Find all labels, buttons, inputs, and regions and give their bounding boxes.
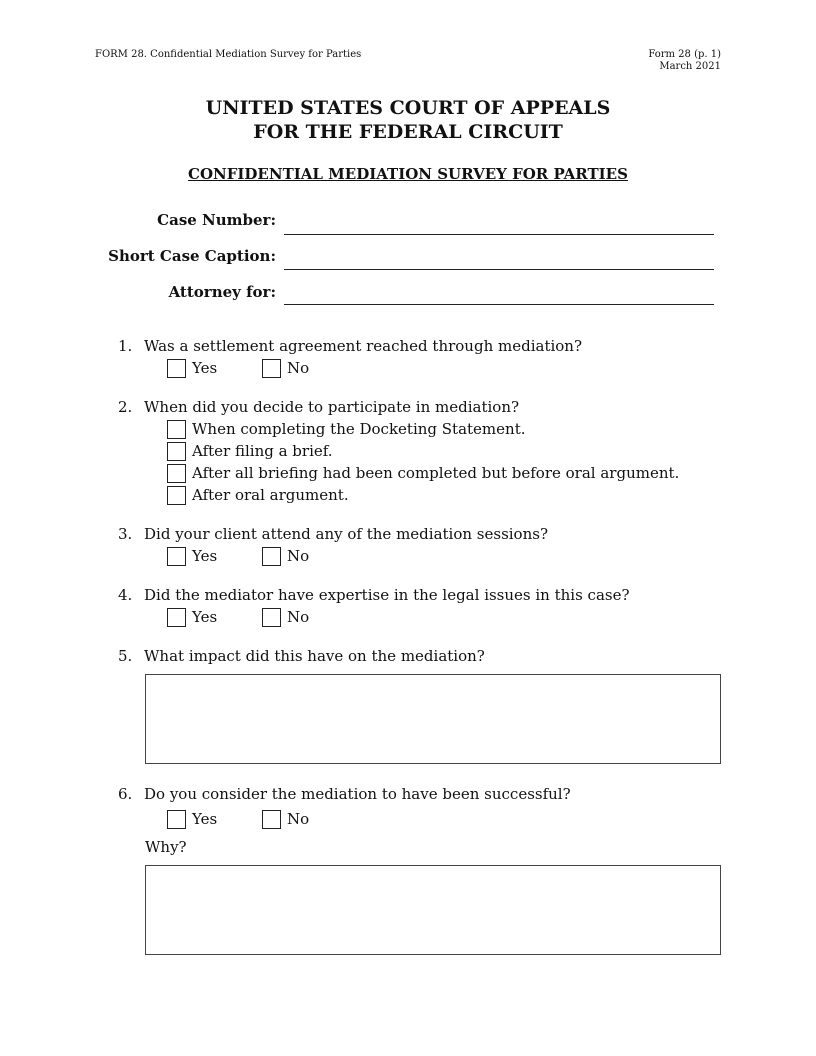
option-label: No <box>287 359 310 377</box>
question-number: 4. <box>118 586 133 604</box>
attorney-for-label: Attorney for: <box>168 283 276 301</box>
question-text: Did the mediator have expertise in the legal issues in this case? <box>144 586 630 604</box>
q2-option-before-oral-argument[interactable] <box>167 463 679 483</box>
survey-title: CONFIDENTIAL MEDIATION SURVEY FOR PARTIES <box>188 165 628 183</box>
q6-why-textarea[interactable] <box>145 865 721 955</box>
q3-yes-option[interactable] <box>167 546 217 566</box>
form-revision-date: March 2021 <box>659 61 721 72</box>
case-number-field[interactable] <box>284 234 714 235</box>
q2-option-brief[interactable] <box>167 441 333 461</box>
option-label: After all briefing had been completed but before oral argument. <box>192 464 680 482</box>
q2-docketing-checkbox[interactable] <box>167 420 186 439</box>
attorney-for-field[interactable] <box>284 304 714 305</box>
question-text: Was a settlement agreement reached through mediation? <box>144 337 583 355</box>
option-label: Yes <box>192 359 218 377</box>
option-label: After oral argument. <box>192 486 349 504</box>
form-page-number: Form 28 (p. 1) <box>648 49 721 60</box>
q4-no-checkbox[interactable] <box>262 608 281 627</box>
question-3 <box>118 524 548 544</box>
q6-yes-checkbox[interactable] <box>167 810 186 829</box>
question-number: 6. <box>118 785 133 803</box>
court-name-line-2: FOR THE FEDERAL CIRCUIT <box>253 121 563 143</box>
q2-brief-checkbox[interactable] <box>167 442 186 461</box>
court-name-line-1: UNITED STATES COURT OF APPEALS <box>205 97 611 119</box>
question-2 <box>118 397 519 417</box>
q3-yes-checkbox[interactable] <box>167 547 186 566</box>
short-case-caption-label: Short Case Caption: <box>108 247 276 265</box>
question-text: Do you consider the mediation to have been successful? <box>144 785 571 803</box>
q6-yes-option[interactable] <box>167 809 217 829</box>
case-number-label: Case Number: <box>157 211 276 229</box>
form-header-meta <box>648 49 721 73</box>
question-number: 3. <box>118 525 133 543</box>
q1-yes-option[interactable] <box>167 358 217 378</box>
question-4 <box>118 585 630 605</box>
option-label: No <box>287 810 310 828</box>
q5-impact-textarea[interactable] <box>145 674 721 764</box>
option-label: Yes <box>192 810 218 828</box>
q1-yes-checkbox[interactable] <box>167 359 186 378</box>
option-label: Yes <box>192 547 218 565</box>
option-label: No <box>287 608 310 626</box>
question-number: 1. <box>118 337 133 355</box>
question-6 <box>118 784 571 804</box>
option-label: No <box>287 547 310 565</box>
why-label: Why? <box>145 838 187 856</box>
q4-yes-option[interactable] <box>167 607 217 627</box>
q3-no-option[interactable] <box>262 546 309 566</box>
q2-after-oral-argument-checkbox[interactable] <box>167 486 186 505</box>
question-text: When did you decide to participate in mediation? <box>144 398 520 416</box>
question-text: Did your client attend any of the mediation sessions? <box>144 525 548 543</box>
short-case-caption-field[interactable] <box>284 269 714 270</box>
q1-no-option[interactable] <box>262 358 309 378</box>
q6-no-checkbox[interactable] <box>262 810 281 829</box>
court-heading <box>0 96 816 144</box>
question-number: 5. <box>118 647 133 665</box>
option-label: When completing the Docketing Statement. <box>192 420 526 438</box>
question-1 <box>118 336 582 356</box>
form-header-title: FORM 28. Confidential Mediation Survey for Parties <box>95 49 362 60</box>
q2-before-oral-argument-checkbox[interactable] <box>167 464 186 483</box>
question-text: What impact did this have on the mediation? <box>144 647 485 665</box>
q1-no-checkbox[interactable] <box>262 359 281 378</box>
q2-option-after-oral-argument[interactable] <box>167 485 349 505</box>
q3-no-checkbox[interactable] <box>262 547 281 566</box>
q4-yes-checkbox[interactable] <box>167 608 186 627</box>
q2-option-docketing[interactable] <box>167 419 526 439</box>
q4-no-option[interactable] <box>262 607 309 627</box>
question-number: 2. <box>118 398 133 416</box>
q6-no-option[interactable] <box>262 809 309 829</box>
option-label: After filing a brief. <box>192 442 333 460</box>
option-label: Yes <box>192 608 218 626</box>
question-5 <box>118 646 485 666</box>
